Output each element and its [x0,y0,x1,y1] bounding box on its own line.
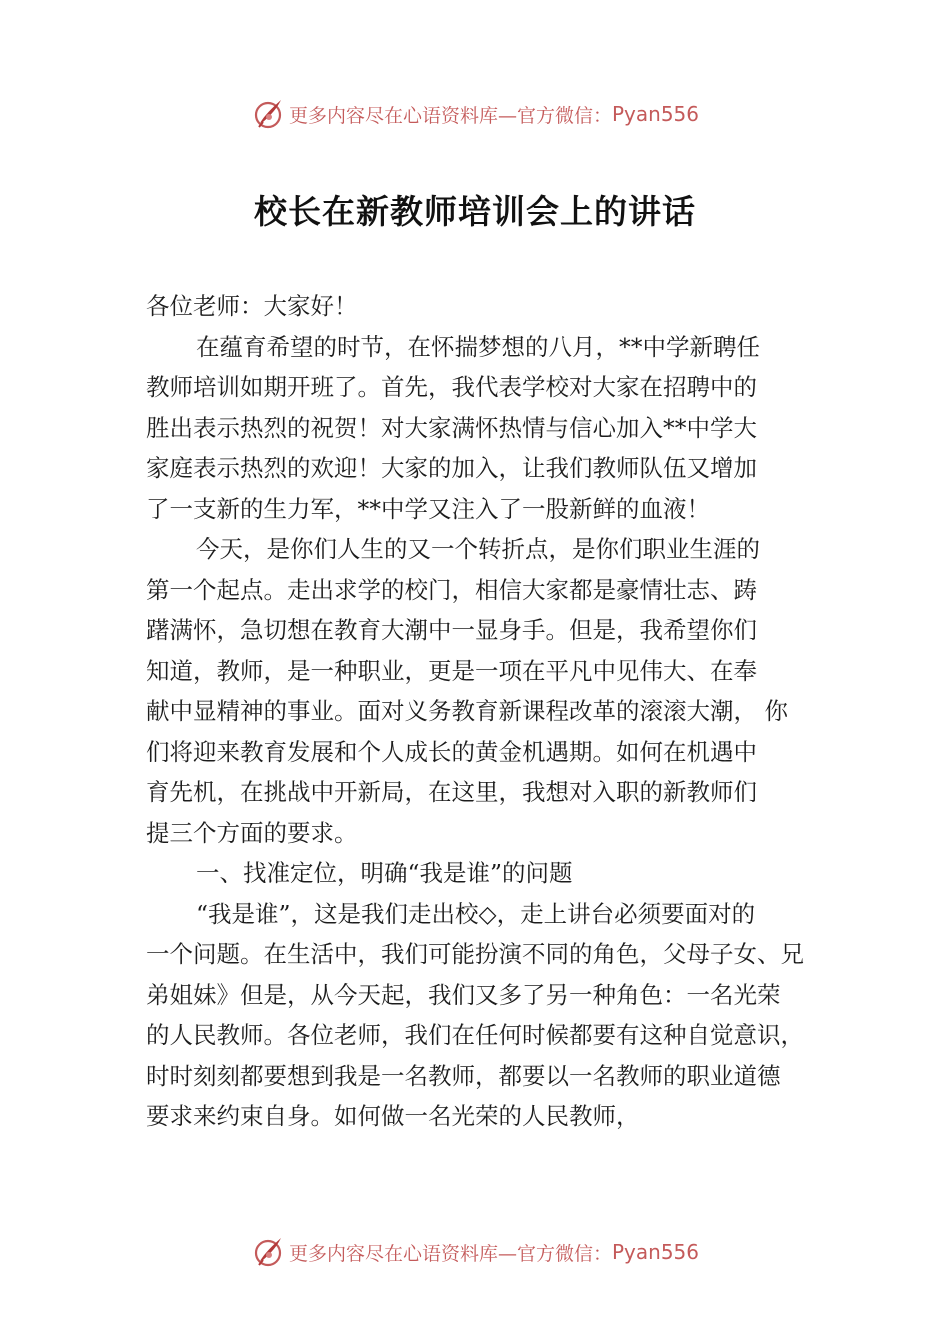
paragraph-line: 第一个起点。走出求学的校门，相信大家都是豪情壮志、踌 [146,575,757,604]
banner-text: 更多内容尽在心语资料库—官方微信： [288,1242,612,1265]
paragraph-line: “我是谁”，这是我们走出校◇，走上讲台必须要面对的 [196,899,756,928]
footer-banner [0,1232,950,1272]
paragraph-line: 育先机，在挑战中开新局，在这里，我想对入职的新教师们 [146,778,757,806]
header-banner [0,94,950,134]
document-title: 校长在新教师培训会上的讲话 [254,192,696,231]
wechat-id: Pyan556 [612,102,700,126]
section-heading: 一、找准定位，明确“我是谁”的问题 [196,859,573,887]
paragraph-line: 教师培训如期开班了。首先，我代表学校对大家在招聘中的 [146,373,757,401]
quill-seal-icon [251,97,285,131]
paragraph-line: 家庭表示热烈的欢迎！大家的加入，让我们教师队伍又增加 [146,454,757,482]
paragraph-line: 们将迎来教育发展和个人成长的黄金机遇期。如何在机遇中 [146,737,757,766]
paragraph-line: 躇满怀，急切想在教育大潮中一显身手。但是，我希望你们 [146,616,757,644]
quill-seal-icon [251,1235,285,1269]
document-body [146,286,826,1137]
paragraph-line: 时时刻刻都要想到我是一名教师，都要以一名教师的职业道德 [146,1061,781,1090]
wechat-id: Pyan556 [612,1240,700,1264]
paragraph-line: 提三个方面的要求。 [146,818,358,847]
paragraph-line: 一个问题。在生活中，我们可能扮演不同的角色，父母子女、兄 [146,940,804,968]
paragraph-line: 知道，教师，是一种职业，更是一项在平凡中见伟大、在奉 [146,656,757,685]
banner-text: 更多内容尽在心语资料库—官方微信： [288,104,612,127]
paragraph-line: 胜出表示热烈的祝贺！对大家满怀热情与信心加入**中学大 [146,413,757,442]
salutation-line: 各位老师：大家好！ [146,292,358,320]
paragraph-line: 要求来约束自身。如何做一名光荣的人民教师， [146,1102,640,1130]
paragraph-line: 献中显精神的事业。面对义务教育新课程改革的滚滚大潮， 你 [146,697,788,725]
paragraph-line: 今天，是你们人生的又一个转折点，是你们职业生涯的 [196,535,760,563]
paragraph-line: 了一支新的生力军，**中学又注入了一股新鲜的血液！ [146,494,710,523]
paragraph-line: 弟姐妹》但是，从今天起，我们又多了另一种角色：一名光荣 [146,980,781,1009]
paragraph-line: 在蕴育希望的时节，在怀揣梦想的八月，**中学新聘任 [196,332,760,361]
paragraph-line: 的人民教师。各位老师，我们在任何时候都要有这种自觉意识， [146,1021,804,1049]
